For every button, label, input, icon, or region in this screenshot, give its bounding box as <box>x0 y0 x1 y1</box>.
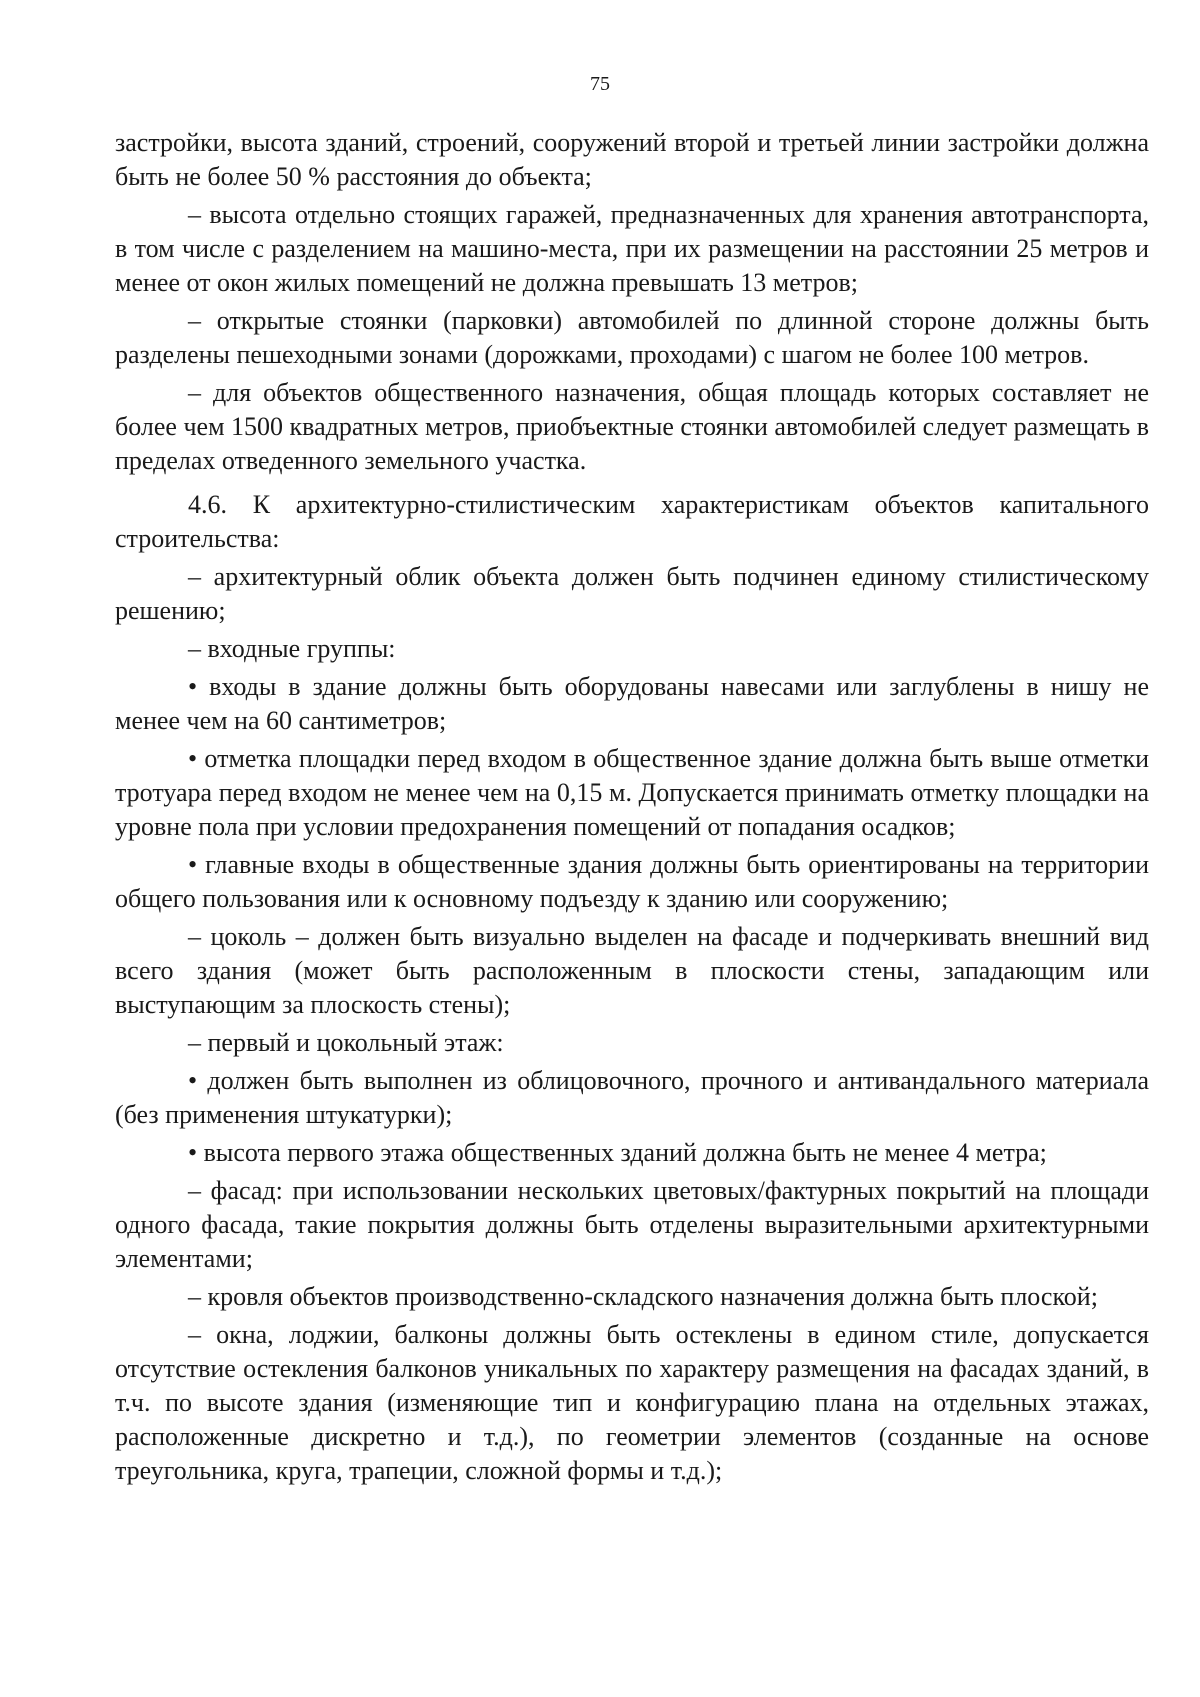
page-number: 75 <box>590 73 610 95</box>
paragraph-section-4-6: 4.6. К архитектурно-стилистическим характеристикам объектов капитального строительства: <box>115 490 1149 553</box>
document-body <box>115 126 1149 1488</box>
paragraph-main-entrances: • главные входы в общественные здания должны быть ориентированы на территории общего пользования или к основному подъезду к зданию или сооружению; <box>115 850 1149 913</box>
paragraph-entrance-canopies: • входы в здание должны быть оборудованы навесами или заглублены в нишу не менее чем на 60 сантиметров; <box>115 672 1149 735</box>
paragraph-plinth: – цоколь – должен быть визуально выделен на фасаде и подчеркивать внешний вид всего здания (может быть расположенным в плоскости стены, западающим или выступающим за плоскость стены); <box>115 922 1149 1019</box>
paragraph-entrance-platform: • отметка площадки перед входом в общественное здание должна быть выше отметки тротуара перед входом не менее чем на 0,15 м. Допускается принимать отметку площадки на уровне пола при условии предохранения помещений от попадания осадков; <box>115 744 1149 841</box>
paragraph-garage-height: – высота отдельно стоящих гаражей, предназначенных для хранения автотранспорта, в том числе с разделением на машино-места, при их размещении на расстоянии 25 метров и менее от окон жилых помещений не должна превышать 13 метров; <box>115 200 1149 297</box>
paragraph-continuation: застройки, высота зданий, строений, сооружений второй и третьей линии застройки должна быть не более 50 % расстояния до объекта; <box>115 128 1149 191</box>
paragraph-public-objects-parking: – для объектов общественного назначения, общая площадь которых составляет не более чем 1500 квадратных метров, приобъектные стоянки автомобилей следует размещать в пределах отведенного земельного участка. <box>115 378 1149 475</box>
paragraph-ground-floor: – первый и цокольный этаж: <box>188 1028 504 1057</box>
paragraph-windows-balconies: – окна, лоджии, балконы должны быть остеклены в едином стиле, допускается отсутствие остекления балконов уникальных по характеру размещения на фасадах зданий, в т.ч. по высоте здания (изменяющие тип и конфигурацию плана на отдельных этажах, расположенные дискретно и т.д.), по геометрии элементов (созданные на основе треугольника, круга, трапеции, сложной формы и т.д.); <box>115 1320 1149 1485</box>
paragraph-cladding-material: • должен быть выполнен из облицовочного, прочного и антивандального материала (без применения штукатурки); <box>115 1066 1149 1129</box>
paragraph-architectural-appearance: – архитектурный облик объекта должен быть подчинен единому стилистическому решению; <box>115 562 1149 625</box>
paragraph-facade: – фасад: при использовании нескольких цветовых/фактурных покрытий на площади одного фасада, такие покрытия должны быть отделены выразительными архитектурными элементами; <box>115 1176 1149 1273</box>
paragraph-entrance-groups: – входные группы: <box>188 634 396 663</box>
paragraph-first-floor-height: • высота первого этажа общественных зданий должна быть не менее 4 метра; <box>188 1138 1047 1167</box>
paragraph-open-parking: – открытые стоянки (парковки) автомобилей по длинной стороне должны быть разделены пешеходными зонами (дорожками, проходами) с шагом не более 100 метров. <box>115 306 1149 369</box>
paragraph-roofing: – кровля объектов производственно-складского назначения должна быть плоской; <box>188 1282 1098 1311</box>
